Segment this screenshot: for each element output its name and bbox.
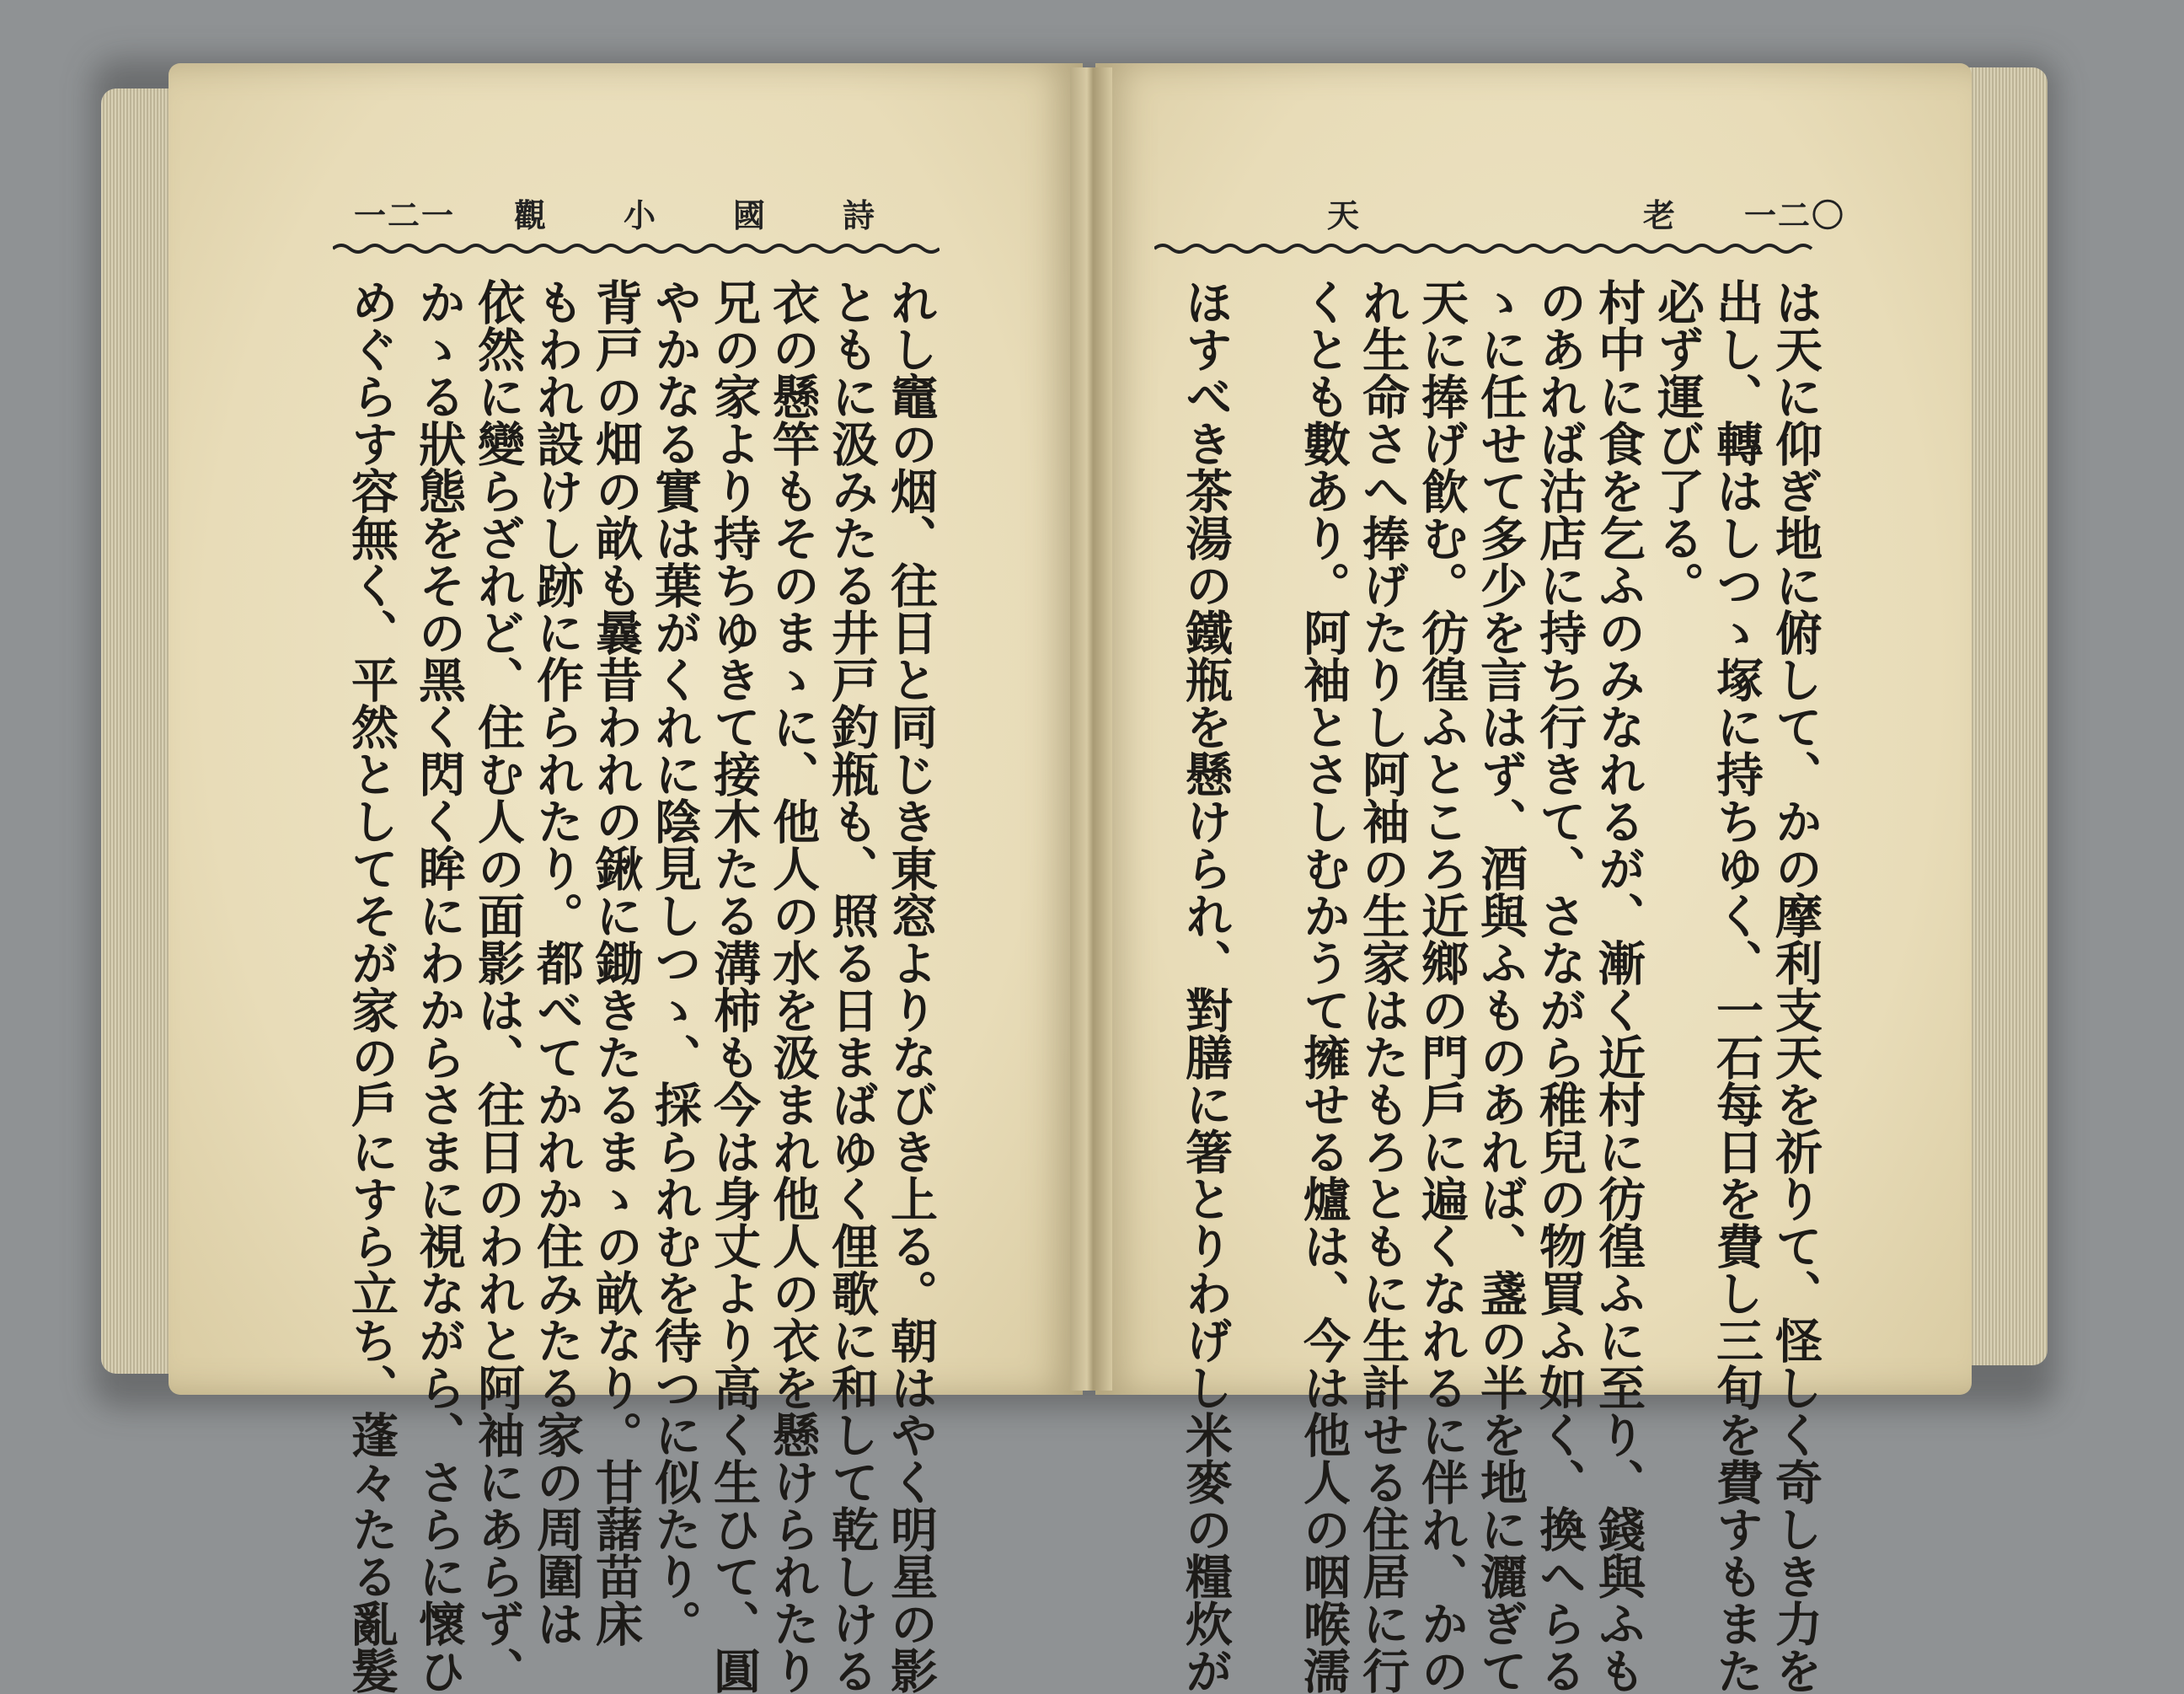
right-text-column-9: くとも數あり。阿袖とさしむかうて擁せる爐は、今は他人の咽喉濡	[1296, 278, 1352, 1694]
left-running-title-3: 國	[733, 196, 768, 234]
right-running-title-2: 老	[1643, 196, 1678, 234]
left-text-column-2: ともに汲みたる井戸釣瓶も、照る日まばゆく俚歌に和して乾しける	[824, 278, 880, 1694]
left-text-column-5: やかなる實は葉がくれに陰見しつゝ、採られむを待つに似たり。	[647, 278, 703, 1647]
left-text-column-4: 兄の家より持ちゆきて接木たる溝柿も今は身丈より高く生ひて、圓	[706, 278, 762, 1694]
right-text-column-5: のあれば沽店に持ち行きて、さながら稚兒の物買ふ如く、換へらる	[1532, 278, 1587, 1694]
left-page-number: 一二一	[354, 196, 456, 234]
right-text-column-8: れ生命さへ捧げたりし阿袖の生家はたもろともに生計せる住居に行	[1355, 278, 1410, 1694]
page-edges-right	[1963, 67, 2048, 1365]
right-text-column-4: 村中に食を乞ふのみなれるが、漸く近村に彷徨ふに至り、錢與ふも	[1591, 278, 1646, 1694]
left-text-column-8: 依然に變らざれど、住む人の面影は、往日のわれと阿袖にあらず、	[470, 278, 526, 1694]
left-text-column-9: かゝる狀態をその黑く閃く眸にわからさまに視ながら、さらに懷ひ	[411, 278, 467, 1694]
left-text-column-6: 背戸の畑の畝も曩昔われの鍬に鋤きたるまゝの畝なり。甘藷苗床	[588, 278, 644, 1647]
right-page-number: 一二〇	[1744, 196, 1846, 234]
right-text-column-7: 天に捧げ飮む。彷徨ふところ近鄉の門戶に遍くなれるに伴れ、かの	[1414, 278, 1469, 1694]
right-text-column-1: は天に仰ぎ地に俯して、かの摩利支天を祈りて、怪しく奇しき力を	[1768, 278, 1823, 1694]
right-text-column-6: ゝに任せて多少を言はず、酒與ふものあれば、盞の半を地に灑ぎて	[1473, 278, 1528, 1694]
left-running-title-1: 觀	[514, 196, 549, 234]
left-text-column-7: もわれ設けし跡に作られたり。都べてかれか住みたる家の周圍は	[529, 278, 585, 1647]
right-text-column-3: 必ず運び了る。	[1650, 278, 1705, 608]
right-header-rule	[1154, 240, 1820, 257]
left-running-title-4: 詩	[843, 196, 877, 234]
right-text-column-10: ほすべき茶湯の鐵瓶を懸けられ、對膳に箸とりわげし米麥の糧炊が	[1178, 278, 1234, 1694]
left-running-title-2: 小	[624, 196, 658, 234]
right-text-column-2: 出し、轉はしつゝ塚に持ちゆく、一石每日を費し三旬を費すもまた	[1709, 278, 1764, 1694]
left-text-column-10: めぐらす容無く、平然としてそが家の戶にすら立ち、蓬々たる亂髮	[344, 278, 399, 1694]
book-gutter	[1070, 67, 1112, 1391]
right-running-title-1: 天	[1327, 196, 1362, 234]
left-header-rule	[333, 240, 939, 257]
left-text-column-3: 衣の懸竿もそのまゝに、他人の水を汲まれ他人の衣を懸けられたり	[765, 278, 821, 1694]
left-text-column-1: れし竈の烟、往日と同じき東窓よりなびき上る。朝はやく明星の影	[883, 278, 939, 1694]
